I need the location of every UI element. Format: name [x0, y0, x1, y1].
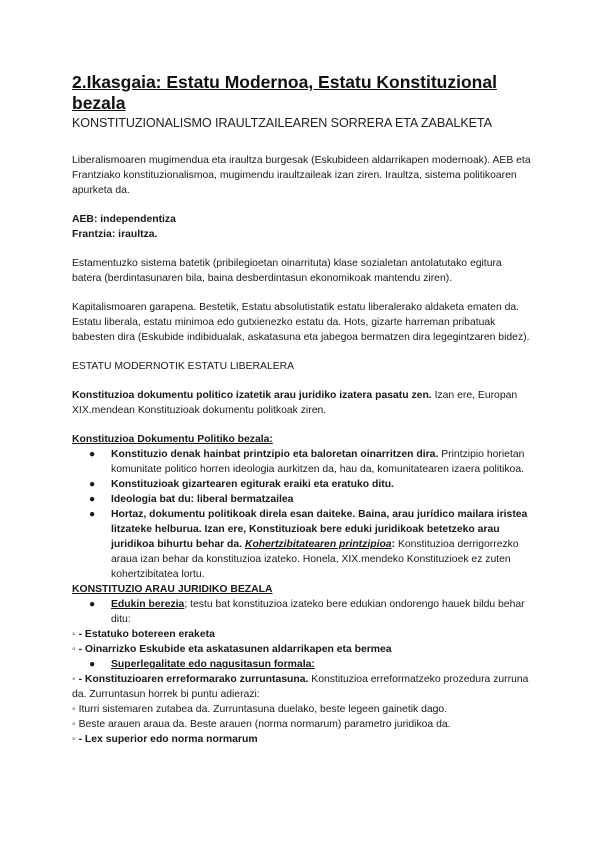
c1-sub1-text: ◦ - Estatuko botereen eraketa: [72, 629, 215, 640]
b4-italic: Kohertzibitatearen printzipioa: [244, 539, 392, 550]
b2-text: Konstituzioak gizartearen egiturak eraiki eta eratuko ditu.: [111, 479, 394, 490]
c1-rest: ; testu bat konstituzioa izateko bere edukian ondorengo hauek bildu behar ditu:: [111, 599, 525, 625]
bullet-icon: ●: [89, 479, 96, 490]
heading-juridiko-text: KONSTITUZIO ARAU JURIDIKO BEZALA: [72, 584, 273, 595]
list-item: [72, 492, 532, 507]
c2-sub1-rest: Konstituzioa erreformatzeko prozedura zurruna da. Zurruntasun horrek bi puntu adierazi:: [72, 674, 529, 700]
kapitalismo-paragraph: Kapitalismoaren garapena. Bestetik, Estatu absolutistatik estatu liberalerako aldaketa ematen da. Estatu liberala, estatu minimoa edo gutxienezko estatu da. Hots, gizarte harreman pribatuak babesten dira (Eskubide indibidualak, askatasuna eta jabegoa bermatzen dira legegintzaren bidez).: [72, 302, 530, 343]
c1-sub2: [72, 642, 532, 657]
c2-sub4: [72, 732, 532, 747]
b3-text: Ideologia bat du: liberal bermatzailea: [111, 494, 294, 505]
b4-rest: Konstituzioa derrigorrezko araua izan behar da konstituzioa izateko. Honela, XIX.mendeko Konstituzioek ez zuten kohertzibitatea lortu.: [111, 539, 519, 580]
bullet-icon: ●: [89, 659, 96, 670]
document-page: [72, 72, 532, 747]
frantzia-line: [72, 227, 532, 242]
heading-juridiko: [72, 582, 532, 597]
heading-politiko: [72, 432, 532, 447]
konstituzioa-paragraph: [72, 388, 532, 418]
b4-bold: Hortaz, dokumentu politikoak direla esan daiteke. Baina, arau jurídico mailara iristea litzateke helburua. Izan ere, Konstituzioak bere eduki juridikoak betetzeko arau juridikoa bihurtu behar da.: [111, 509, 528, 550]
intro-paragraph: Liberalismoaren mugimendua eta iraultza burgesak (Eskubideen aldarrikapen modernoak). AEB eta Frantziako konstituzionalismoa, mugimendu iraultzaileak izan ziren. Iraultza, sistema politikoaren apurketa da.: [72, 155, 531, 196]
list-item: [72, 447, 532, 477]
b1-bold: Konstituzio denak hainbat printzipio eta baloretan oinarritzen dira.: [111, 449, 439, 460]
konst-bold: Konstituzioa dokumentu politico izatetik arau juridiko izatera pasatu zen.: [72, 390, 432, 401]
c1-label: Edukin berezia: [111, 599, 185, 610]
c2-label: Superlegalitate edo nagusitasun formala:: [111, 659, 315, 670]
list-item: [72, 597, 532, 627]
bullet-icon: ●: [89, 494, 96, 505]
konst-rest: Izan ere, Europan XIX.mendean Konstituzioak dokumentu politkoak ziren.: [72, 390, 518, 416]
politiko-bullet-list: [72, 447, 532, 582]
c2-sub1: [72, 672, 532, 702]
bullet-icon: ●: [89, 509, 96, 520]
estamentu-paragraph: Estamentuzko sistema batetik (pribilegioetan oinarrituta) klase sozialetan antolatutako egitura batera (berdintasunaren bila, baina desberdintasun ekonomikoak mantendu ziren).: [72, 258, 502, 284]
c2-sub4-text: ◦ - Lex superior edo norma normarum: [72, 734, 258, 745]
list-item: [72, 507, 532, 582]
c2-sub3: ◦ Beste arauen araua da. Beste arauen (norma normarum) parametro juridikoa da.: [72, 719, 451, 730]
list-item: [72, 657, 532, 672]
section-heading-liberal: ESTATU MODERNOTIK ESTATU LIBERALERA: [72, 361, 295, 372]
heading-politiko-text: Konstituzioa Dokumentu Politiko bezala:: [72, 434, 273, 445]
bullet-icon: ●: [89, 449, 96, 460]
bullet-icon: ●: [89, 599, 96, 610]
aeb-line: [72, 212, 532, 227]
aeb-text: AEB: independentiza: [72, 214, 176, 225]
document-title: 2.Ikasgaia: Estatu Modernoa, Estatu Konstituzional bezala: [72, 72, 497, 113]
c1-sub1: [72, 627, 532, 642]
c1-sub2-text: ◦ - Oinarrizko Eskubide eta askatasunen aldarrikapen eta bermea: [72, 644, 392, 655]
b1-rest: Printzipio horietan komunitate politico horren ideologia aurkitzen da, hau da, komunitatearen izaera politikoa.: [111, 449, 525, 475]
document-subtitle: KONSTITUZIONALISMO IRAULTZAILEAREN SORRERA ETA ZABALKETA: [72, 116, 492, 130]
b4-colon: :: [391, 539, 396, 550]
frantzia-text: Frantzia: iraultza.: [72, 229, 158, 240]
c2-sub1-bold: ◦ - Konstituzioaren erreformarako zurruntasuna.: [72, 674, 309, 685]
c2-sub2: ◦ Iturri sistemaren zutabea da. Zurruntasuna duelako, beste legeen gainetik dago.: [72, 704, 448, 715]
list-item: [72, 477, 532, 492]
